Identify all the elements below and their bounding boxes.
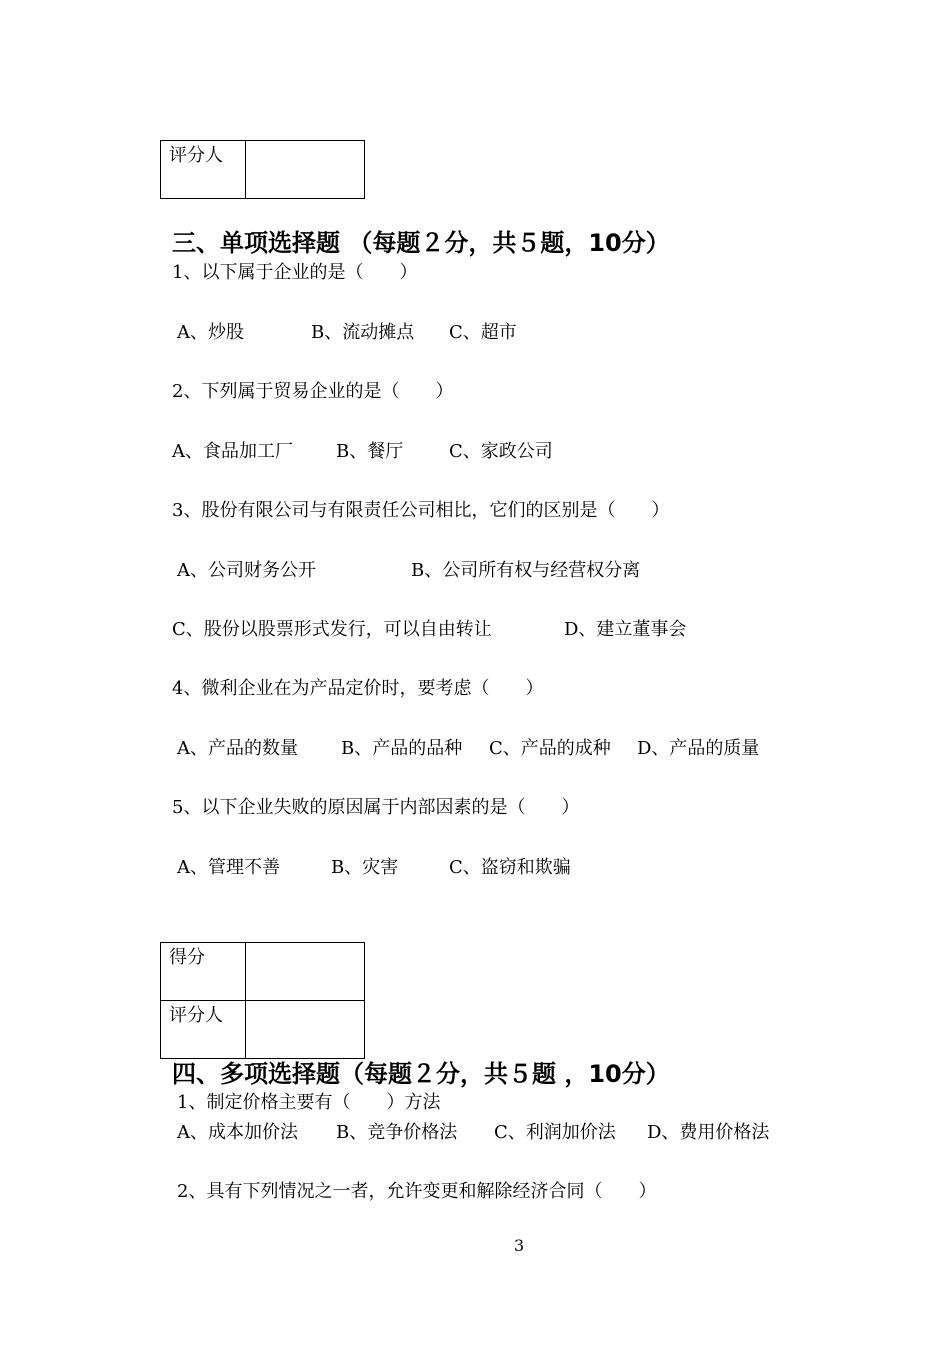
- q3-1-option-b: B、流动摊点: [311, 322, 415, 343]
- grader-label: 评分人: [161, 1001, 246, 1059]
- q4-1-option-c: C、利润加价法: [494, 1122, 616, 1143]
- q3-3-option-a: A、公司财务公开: [177, 560, 316, 581]
- q4-1-option-d: D、费用价格法: [647, 1122, 770, 1143]
- q3-5-stem: 5、以下企业失败的原因属于内部因素的是（ ）: [172, 797, 580, 818]
- q3-3-stem: 3、股份有限公司与有限责任公司相比，它们的区别是（ ）: [172, 500, 670, 521]
- q3-2-option-c: C、家政公司: [449, 441, 553, 462]
- score-label: 得分: [161, 943, 246, 1001]
- section3-heading: 三、单项选择题 （每题２分，共５题，10分）: [172, 229, 670, 257]
- q3-3-option-b: B、公司所有权与经营权分离: [411, 560, 641, 581]
- q3-4-option-b: B、产品的品种: [341, 738, 463, 759]
- q3-4-stem: 4、微利企业在为产品定价时，要考虑（ ）: [172, 678, 544, 699]
- q4-1-stem: 1、制定价格主要有（ ）方法: [177, 1092, 441, 1113]
- page-number: 3: [514, 1236, 525, 1255]
- q3-2-option-a: A、食品加工厂: [172, 441, 293, 462]
- score-table: [160, 942, 365, 1059]
- q3-3-option-c: C、股份以股票形式发行，可以自由转让: [172, 619, 492, 640]
- section4-heading: 四、多项选择题（每题２分，共５题 ，10分）: [172, 1060, 670, 1088]
- q3-1-option-c: C、超市: [449, 322, 517, 343]
- score-cell[interactable]: [246, 943, 365, 1001]
- q3-2-stem: 2、下列属于贸易企业的是（ ）: [172, 381, 454, 402]
- q3-2-option-b: B、餐厅: [336, 441, 404, 462]
- q3-1-option-a: A、炒股: [177, 322, 244, 343]
- grader-cell[interactable]: [246, 141, 365, 199]
- grader-table-top: [160, 140, 365, 199]
- q3-5-option-b: B、灾害: [331, 857, 399, 878]
- q3-4-option-a: A、产品的数量: [177, 738, 298, 759]
- q4-2-stem: 2、具有下列情况之一者，允许变更和解除经济合同（ ）: [177, 1181, 657, 1202]
- q3-5-option-c: C、盗窃和欺骗: [449, 857, 571, 878]
- q3-5-option-a: A、管理不善: [177, 857, 280, 878]
- q3-3-option-d: D、建立董事会: [564, 619, 687, 640]
- q4-1-option-b: B、竞争价格法: [336, 1122, 458, 1143]
- q4-1-option-a: A、成本加价法: [177, 1122, 298, 1143]
- grader-cell[interactable]: [246, 1001, 365, 1059]
- q3-1-stem: 1、以下属于企业的是（ ）: [172, 262, 418, 283]
- q3-4-option-d: D、产品的质量: [637, 738, 760, 759]
- q3-4-option-c: C、产品的成种: [489, 738, 611, 759]
- grader-label: 评分人: [161, 141, 246, 199]
